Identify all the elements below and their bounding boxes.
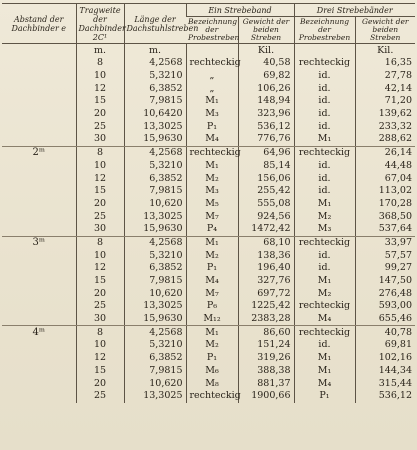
gewicht-ein-cell: 323,96 [238,108,294,121]
gewicht-ein-cell: 2383,28 [238,313,294,326]
header-ein-strebeband: Ein Strebeband [186,4,294,17]
gewicht-drei-cell: 170,28 [355,198,415,211]
table-row [2,57,415,70]
table-row [2,262,415,275]
table-row [2,236,415,249]
table-row [2,133,415,146]
table-row [2,146,415,159]
abstand-cell: 2ᵐ [32,147,45,159]
laenge-cell: 7,9815 [124,185,186,198]
header-abstand: Abstand der Dachbinder e [2,4,76,44]
abstand-cell [2,275,76,288]
header-tragweite: Tragweite der Dachbinder 2C¹ [76,4,124,44]
gewicht-ein-cell: 327,76 [238,275,294,288]
abstand-cell [2,185,76,198]
laenge-cell: 6,3852 [124,352,186,365]
tragweite-cell: 15 [76,275,124,288]
gewicht-ein-cell: 64,96 [238,146,294,159]
bezeichnung-drei-cell: M₂ [294,287,355,300]
laenge-cell: 15,9630 [124,313,186,326]
abstand-cell [2,57,76,70]
bezeichnung-drei-cell: M₄ [294,313,355,326]
tragweite-cell: 10 [76,249,124,262]
tragweite-cell: 8 [76,57,124,70]
gewicht-drei-cell: 44,48 [355,160,415,173]
abstand-cell [2,198,76,211]
tragweite-cell: 15 [76,185,124,198]
abstand-cell [2,249,76,262]
tragweite-cell: 20 [76,377,124,390]
gewicht-drei-cell: 536,12 [355,390,415,403]
abstand-cell [2,313,76,326]
header-bezeichnung-1: Bezeichnung der Probestreben [188,17,240,42]
table-row [2,339,415,352]
gewicht-ein-cell: 1900,66 [238,390,294,403]
gewicht-ein-cell: 106,26 [238,82,294,95]
laenge-cell: 7,9815 [124,365,186,378]
bezeichnung-drei-cell: id. [294,95,355,108]
gewicht-drei-cell: 139,62 [355,108,415,121]
gewicht-drei-cell: 99,27 [355,262,415,275]
bezeichnung-drei-cell: id. [294,108,355,121]
gewicht-ein-cell: 156,06 [238,172,294,185]
bezeichnung-ein-cell: P₆ [186,300,238,313]
laenge-cell: 5,3210 [124,339,186,352]
bezeichnung-drei-cell: M₁ [294,365,355,378]
bezeichnung-drei-cell: id. [294,82,355,95]
gewicht-drei-cell: 276,48 [355,287,415,300]
abstand-cell [2,95,76,108]
gewicht-drei-cell: 27,78 [355,70,415,83]
gewicht-ein-cell: 138,36 [238,249,294,262]
tragweite-cell: 15 [76,95,124,108]
table-row [2,198,415,211]
laenge-cell: 7,9815 [124,95,186,108]
bezeichnung-ein-cell: M₈ [186,377,238,390]
units-row [2,44,415,58]
gewicht-ein-cell: 536,12 [238,120,294,133]
abstand-cell [2,70,76,83]
abstand-cell [2,160,76,173]
table-row [2,249,415,262]
laenge-cell: 6,3852 [124,82,186,95]
laenge-cell: 10,620 [124,377,186,390]
tragweite-cell: 20 [76,287,124,300]
abstand-cell [2,352,76,365]
bezeichnung-ein-cell: rechteckig [186,146,238,159]
bezeichnung-drei-cell: M₁ [294,275,355,288]
gewicht-drei-cell: 144,34 [355,365,415,378]
laenge-cell: 13,3025 [124,300,186,313]
tragweite-cell: 8 [76,146,124,159]
table-row [2,365,415,378]
header-bezeichnung-2: Bezeichnung der Probestreben [294,17,355,44]
gewicht-ein-cell: 69,82 [238,70,294,83]
gewicht-ein-cell: 388,38 [238,365,294,378]
bezeichnung-ein-cell: M₄ [186,133,238,146]
gewicht-drei-cell: 102,16 [355,352,415,365]
laenge-cell: 10,620 [124,287,186,300]
abstand-cell [2,365,76,378]
bezeichnung-ein-cell: M₂ [186,249,238,262]
abstand-cell [2,262,76,275]
bezeichnung-drei-cell: M₃ [294,223,355,236]
unit-m-laenge: m. [124,44,186,58]
gewicht-ein-cell: 85,14 [238,160,294,173]
tragweite-cell: 8 [76,236,124,249]
gewicht-drei-cell: 655,46 [355,313,415,326]
header-gewicht-2: Gewicht der beiden Streben [355,17,415,44]
gewicht-ein-cell: 776,76 [238,133,294,146]
table-row [2,377,415,390]
bezeichnung-drei-cell: id. [294,262,355,275]
gewicht-ein-cell: 924,56 [238,210,294,223]
laenge-cell: 7,9815 [124,275,186,288]
bezeichnung-drei-cell: id. [294,160,355,173]
laenge-cell: 10,620 [124,198,186,211]
gewicht-drei-cell: 315,44 [355,377,415,390]
table-row [2,95,415,108]
tragweite-cell: 10 [76,160,124,173]
bezeichnung-ein-cell: P₁ [186,120,238,133]
bezeichnung-ein-cell: M₅ [186,198,238,211]
bezeichnung-ein-cell: „ [186,70,238,83]
bezeichnung-drei-cell: M₂ [294,210,355,223]
bezeichnung-drei-cell: id. [294,120,355,133]
gewicht-ein-cell: 40,58 [238,57,294,70]
bezeichnung-drei-cell: M₄ [294,377,355,390]
gewicht-drei-cell: 16,35 [355,57,415,70]
abstand-cell [2,287,76,300]
tragweite-cell: 30 [76,133,124,146]
table-row [2,108,415,121]
bezeichnung-ein-cell: M₁ [186,160,238,173]
abstand-cell: 4ᵐ [32,326,45,338]
table-row [2,185,415,198]
bezeichnung-ein-cell: M₂ [186,339,238,352]
bezeichnung-ein-cell: P₄ [186,223,238,236]
bezeichnung-ein-cell: M₁ [186,236,238,249]
table-row [2,287,415,300]
bezeichnung-drei-cell: P₁ [294,390,355,403]
bezeichnung-drei-cell: rechteckig [294,146,355,159]
table-row [2,300,415,313]
tragweite-cell: 20 [76,198,124,211]
gewicht-ein-cell: 1225,42 [238,300,294,313]
gewicht-drei-cell: 42,14 [355,82,415,95]
bezeichnung-ein-cell: M₁₂ [186,313,238,326]
table-body [2,44,415,403]
gewicht-drei-cell: 368,50 [355,210,415,223]
laenge-cell: 15,9630 [124,133,186,146]
bezeichnung-drei-cell: id. [294,339,355,352]
bezeichnung-ein-cell: rechteckig [186,390,238,403]
bezeichnung-ein-cell: M₂ [186,172,238,185]
table-row [2,82,415,95]
gewicht-drei-cell: 537,64 [355,223,415,236]
bezeichnung-drei-cell: id. [294,185,355,198]
gewicht-ein-cell: 196,40 [238,262,294,275]
laenge-cell: 4,2568 [124,236,186,249]
bezeichnung-drei-cell: M₁ [294,133,355,146]
laenge-cell: 10,6420 [124,108,186,121]
gewicht-ein-cell: 68,10 [238,236,294,249]
abstand-cell [2,133,76,146]
gewicht-drei-cell: 71,20 [355,95,415,108]
abstand-cell [2,377,76,390]
bezeichnung-drei-cell: rechteckig [294,57,355,70]
bezeichnung-drei-cell: M₁ [294,352,355,365]
gewicht-ein-cell: 881,37 [238,377,294,390]
tragweite-cell: 25 [76,390,124,403]
gewicht-ein-cell: 151,24 [238,339,294,352]
gewicht-ein-cell: 555,08 [238,198,294,211]
tragweite-cell: 20 [76,108,124,121]
bezeichnung-ein-cell: M₄ [186,275,238,288]
gewicht-drei-cell: 33,97 [355,236,415,249]
bezeichnung-ein-cell: M₃ [186,108,238,121]
gewicht-ein-cell: 319,26 [238,352,294,365]
gewicht-drei-cell: 67,04 [355,172,415,185]
laenge-cell: 4,2568 [124,326,186,339]
gewicht-ein-cell: 697,72 [238,287,294,300]
bezeichnung-drei-cell: id. [294,172,355,185]
table-row [2,172,415,185]
gewicht-drei-cell: 593,00 [355,300,415,313]
table-row [2,275,415,288]
abstand-cell [2,210,76,223]
tragweite-cell: 25 [76,210,124,223]
bezeichnung-ein-cell: rechteckig [186,57,238,70]
gewicht-ein-cell: 148,94 [238,95,294,108]
laenge-cell: 13,3025 [124,210,186,223]
tragweite-cell: 30 [76,313,124,326]
laenge-cell: 5,3210 [124,70,186,83]
bezeichnung-ein-cell: M₃ [186,185,238,198]
table-row [2,70,415,83]
bezeichnung-ein-cell: M₆ [186,365,238,378]
gewicht-drei-cell: 233,32 [355,120,415,133]
laenge-cell: 4,2568 [124,146,186,159]
bezeichnung-ein-cell: M₁ [186,326,238,339]
bezeichnung-ein-cell: P₁ [186,352,238,365]
abstand-cell [2,300,76,313]
tragweite-cell: 12 [76,352,124,365]
laenge-cell: 4,2568 [124,57,186,70]
bezeichnung-ein-cell: M₁ [186,95,238,108]
gewicht-drei-cell: 57,57 [355,249,415,262]
bezeichnung-drei-cell: M₁ [294,198,355,211]
gewicht-ein-cell: 255,42 [238,185,294,198]
gewicht-drei-cell: 113,02 [355,185,415,198]
gewicht-drei-cell: 147,50 [355,275,415,288]
table-row [2,160,415,173]
table-row [2,210,415,223]
table-row [2,390,415,403]
tragweite-cell: 8 [76,326,124,339]
abstand-cell [2,108,76,121]
table-row [2,313,415,326]
abstand-cell [2,120,76,133]
bezeichnung-drei-cell: id. [294,70,355,83]
tragweite-cell: 30 [76,223,124,236]
unit-kil-drei: Kil. [355,44,415,58]
table-row [2,120,415,133]
gewicht-drei-cell: 69,81 [355,339,415,352]
laenge-cell: 15,9630 [124,223,186,236]
bezeichnung-ein-cell: M₇ [186,210,238,223]
abstand-cell [2,172,76,185]
strebe-weight-table [2,3,415,403]
gewicht-ein-cell: 1472,42 [238,223,294,236]
table-row [2,223,415,236]
tragweite-cell: 25 [76,120,124,133]
tragweite-cell: 10 [76,70,124,83]
tragweite-cell: 12 [76,172,124,185]
unit-m-tragweite: m. [76,44,124,58]
laenge-cell: 5,3210 [124,160,186,173]
table-row [2,326,415,339]
bezeichnung-ein-cell: M₇ [186,287,238,300]
tragweite-cell: 12 [76,82,124,95]
abstand-cell [2,223,76,236]
tragweite-cell: 25 [76,300,124,313]
gewicht-drei-cell: 40,78 [355,326,415,339]
abstand-cell: 3ᵐ [32,236,45,248]
bezeichnung-drei-cell: rechteckig [294,300,355,313]
laenge-cell: 6,3852 [124,172,186,185]
header-laenge: Länge der Dachstuhlstreben [124,4,186,44]
bezeichnung-ein-cell: P₁ [186,262,238,275]
gewicht-drei-cell: 288,62 [355,133,415,146]
unit-kil-ein: Kil. [238,44,294,58]
tragweite-cell: 12 [76,262,124,275]
bezeichnung-drei-cell: id. [294,249,355,262]
bezeichnung-drei-cell: rechteckig [294,326,355,339]
abstand-cell [2,339,76,352]
tragweite-cell: 15 [76,365,124,378]
header-drei-strebebaender: Drei Strebebänder [294,4,415,17]
laenge-cell: 13,3025 [124,120,186,133]
abstand-cell [2,390,76,403]
bezeichnung-ein-cell: „ [186,82,238,95]
gewicht-ein-cell: 86,60 [238,326,294,339]
laenge-cell: 13,3025 [124,390,186,403]
gewicht-drei-cell: 26,14 [355,146,415,159]
bezeichnung-drei-cell: rechteckig [294,236,355,249]
abstand-cell [2,82,76,95]
laenge-cell: 5,3210 [124,249,186,262]
tragweite-cell: 10 [76,339,124,352]
table-row [2,352,415,365]
header-gewicht-1: Gewicht der beiden Streben [238,17,294,44]
laenge-cell: 6,3852 [124,262,186,275]
